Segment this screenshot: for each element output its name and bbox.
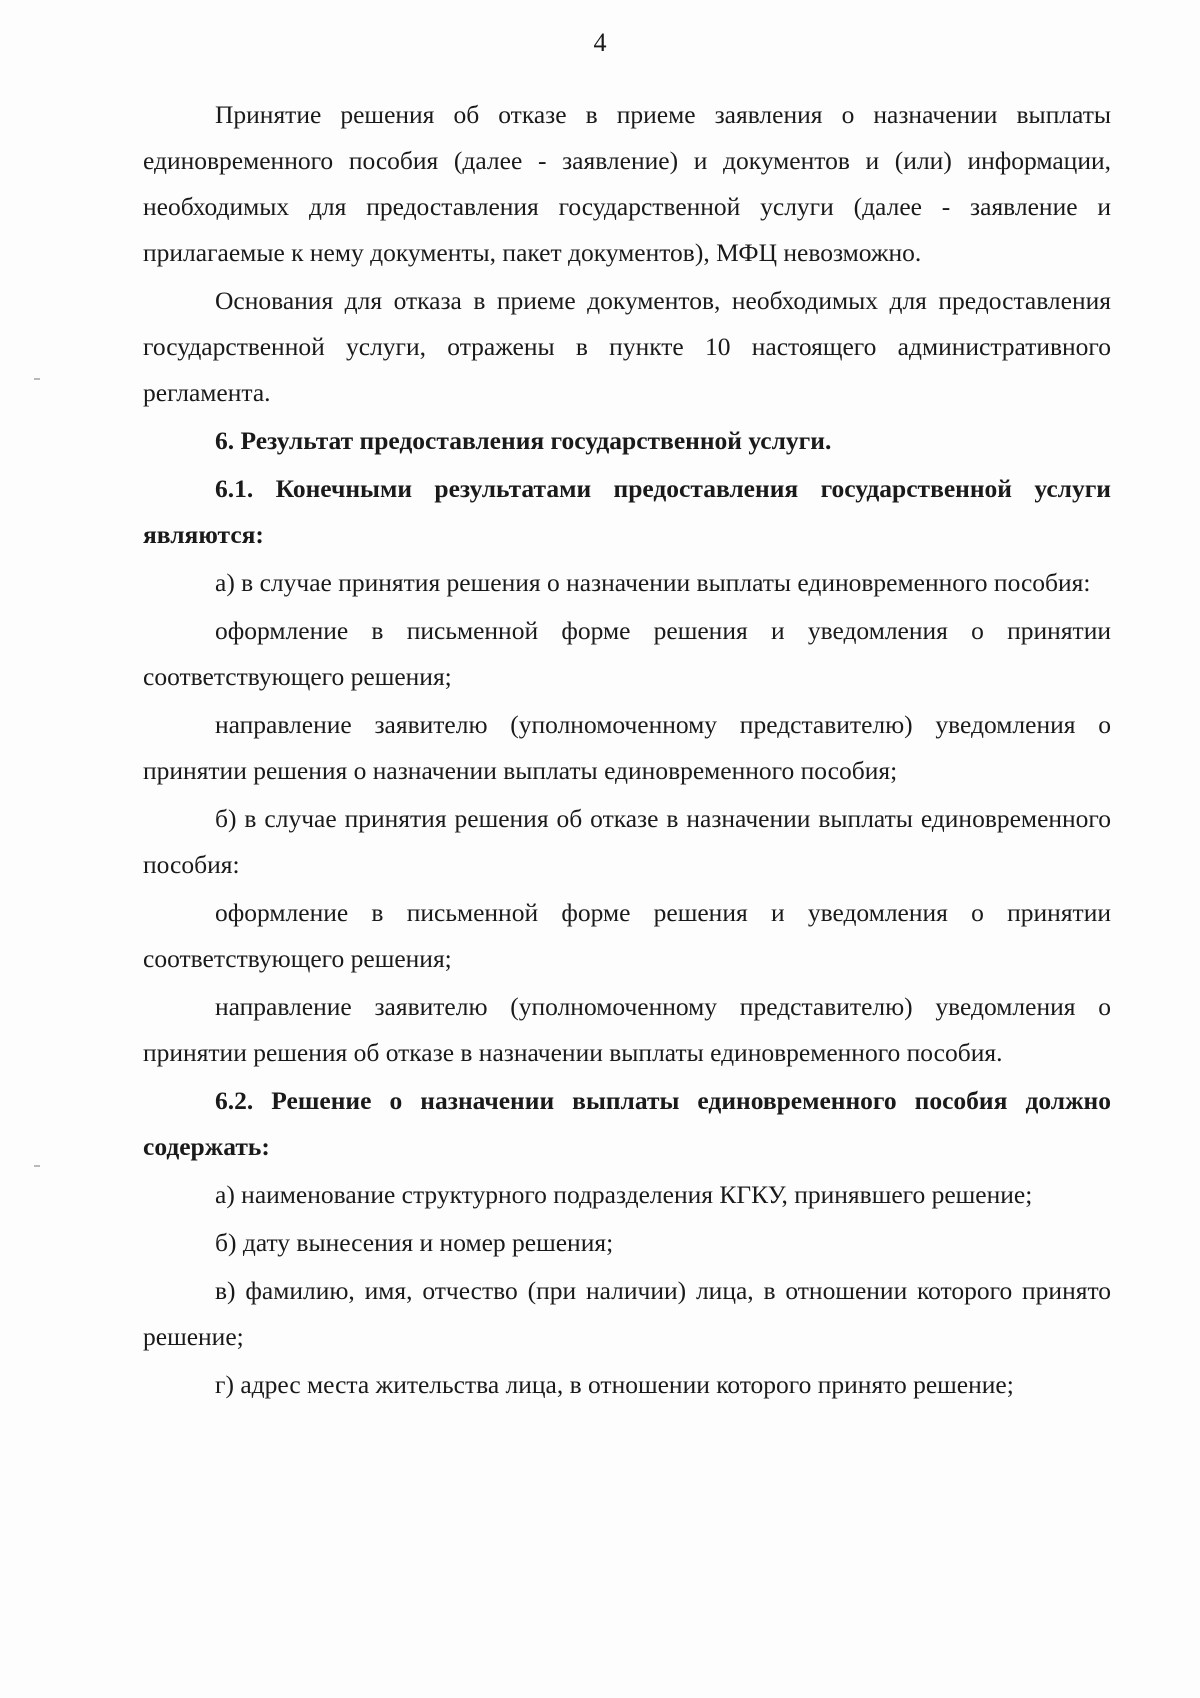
list-item-a-department: а) наименование структурного подразделения КГКУ, принявшего решение; [215,1180,1033,1209]
list-item-b-refusal: б) в случае принятия решения об отказе в назначении выплаты единовременного пособия: [143,804,1111,879]
subsection-heading-6-1: 6.1. Конечными результатами предоставления государственной услуги являются: [143,474,1111,549]
list-item-b-date-number: б) дату вынесения и номер решения; [215,1228,614,1257]
list-item-a-grant: а) в случае принятия решения о назначении выплаты единовременного пособия: [215,568,1091,597]
scan-artifact-mark [34,1165,40,1167]
paragraph-refusal-grounds: Основания для отказа в приеме документов, необходимых для предоставления государственной услуги, отражены в пункте 10 настоящего административного регламента. [143,286,1111,407]
list-item-v-full-name: в) фамилию, имя, отчество (при наличии) лица, в отношении которого принято решение; [143,1276,1111,1351]
paragraph-grant-notify: направление заявителю (уполномоченному представителю) уведомления о принятии решения о назначении выплаты единовременного пособия; [143,710,1111,785]
page-number: 4 [593,28,607,57]
paragraph-refusal-form: оформление в письменной форме решения и уведомления о принятии соответствующего решения; [143,898,1111,973]
paragraph-grant-form: оформление в письменной форме решения и уведомления о принятии соответствующего решения; [143,616,1111,691]
scan-artifact-mark [34,378,40,380]
section-heading-6: 6. Результат предоставления государственной услуги. [215,426,832,455]
subsection-heading-6-2: 6.2. Решение о назначении выплаты единовременного пособия должно содержать: [143,1086,1111,1161]
paragraph-refusal-notify: направление заявителю (уполномоченному представителю) уведомления о принятии решения об отказе в назначении выплаты единовременного пособия. [143,992,1111,1067]
list-item-g-address: г) адрес места жительства лица, в отношении которого принято решение; [215,1370,1014,1399]
paragraph-refusal-impossible: Принятие решения об отказе в приеме заявления о назначении выплаты единовременного пособия (далее - заявление) и документов и (или) информации, необходимых для предоставления государственной услуги (далее - заявление и прилагаемые к нему документы, пакет документов), МФЦ невозможно. [143,100,1111,267]
document-body [143,92,1111,1410]
